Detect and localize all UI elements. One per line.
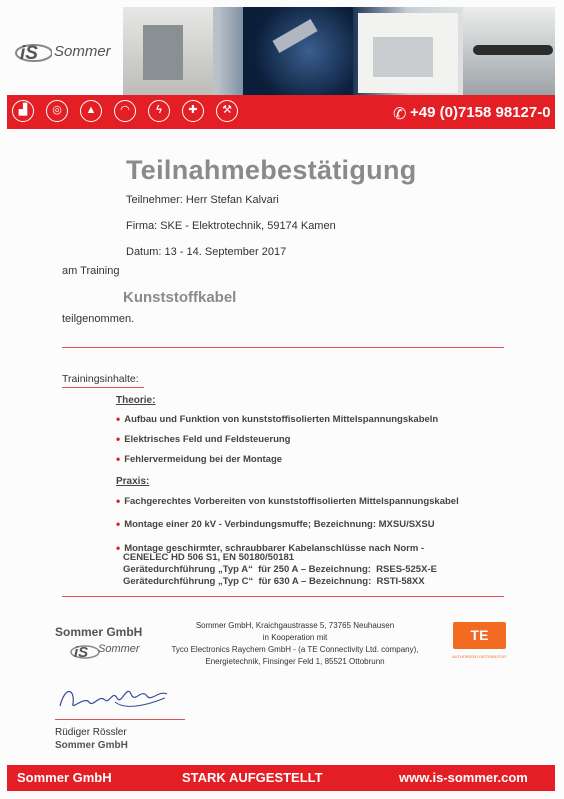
wrench-icon: ⚒ (216, 100, 238, 122)
address-line: in Kooperation mit (262, 633, 328, 642)
signature-line (55, 719, 185, 720)
logo-text: Sommer (98, 643, 140, 655)
date-line: Datum: 13 - 14. September 2017 (126, 246, 287, 258)
service-icons (12, 100, 238, 124)
speedometer-icon: ◠ (114, 100, 136, 122)
header-banner-image (123, 7, 555, 95)
logo-text: Sommer (54, 43, 111, 60)
divider (62, 596, 504, 597)
phone-icon: ✆ (393, 106, 407, 123)
list-item: • Montage geschirmter, schraubbarer Kabelanschlüsse nach Norm - (116, 541, 425, 555)
lightning-icon: ϟ (148, 100, 170, 122)
svg-text:iS: iS (74, 644, 89, 660)
signature (55, 676, 175, 716)
list-item: • Fachgerechtes Vorbereiten von kunststoffisolierten Mittelspannungskabel (116, 494, 459, 508)
company-label: Sommer GmbH (55, 625, 143, 639)
contents-label: Trainingsinhalte: (62, 373, 139, 385)
phone-number: +49 (0)7158 98127-0 (410, 104, 551, 121)
te-connectivity-logo: TE (453, 622, 506, 649)
cross-icon: ✚ (182, 100, 204, 122)
training-name: Kunststoffkabel (123, 289, 237, 306)
norm-line: CENELEC HD 506 S1, EN 50180/50181 (123, 552, 295, 563)
address-line: Energietechnik, Finsinger Feld 1, 85521 Ottobrunn (205, 657, 385, 666)
participant-line: Teilnehmer: Herr Stefan Kalvari (126, 194, 279, 206)
footer-red-bar (7, 765, 555, 791)
is-logo-mark-icon (70, 640, 100, 660)
practice-heading: Praxis: (116, 476, 150, 487)
contents-underline (62, 387, 144, 388)
completed-text: teilgenommen. (62, 313, 135, 325)
footer-website[interactable]: www.is-sommer.com (399, 770, 528, 785)
footer-slogan: STARK AUFGESTELLT (182, 770, 323, 785)
signer-name: Rüdiger Rössler (55, 727, 127, 738)
list-item: • Elektrisches Feld und Feldsteuerung (116, 432, 291, 446)
signer-company: Sommer GmbH (55, 740, 128, 751)
address-block (150, 620, 440, 668)
svg-text:iS: iS (20, 43, 38, 64)
list-item: • Aufbau und Funktion von kunststoffisolierten Mittelspannungskabeln (116, 412, 439, 426)
target-icon: ◎ (46, 100, 68, 122)
chart-icon: ▟ (12, 100, 34, 122)
bushing-type-c-line: Gerätedurchführung „Typ C“ für 630 A – Bezeichnung: RSTI-58XX (123, 576, 425, 587)
training-intro: am Training (62, 265, 120, 277)
is-logo-mark-icon (14, 38, 52, 64)
te-tagline: AUTHORIZED DISTRIBUTOR (452, 654, 507, 659)
rocket-icon: ▲ (80, 100, 102, 122)
theory-heading: Theorie: (116, 395, 156, 406)
divider (62, 347, 504, 348)
list-item: • Fehlervermeidung bei der Montage (116, 452, 283, 466)
company-line: Firma: SKE - Elektrotechnik, 59174 Kamen (126, 220, 336, 232)
footer-company: Sommer GmbH (17, 770, 112, 785)
is-sommer-logo (14, 38, 124, 66)
bushing-type-a-line: Gerätedurchführung „Typ A“ für 250 A – Bezeichnung: RSES-525X-E (123, 564, 437, 575)
address-line: Tyco Electronics Raychem GmbH - (a TE Connectivity Ltd. company), (171, 645, 419, 654)
certificate-title: Teilnahmebestätigung (126, 155, 417, 185)
list-item: • Montage einer 20 kV - Verbindungsmuffe; Bezeichnung: MXSU/SXSU (116, 517, 435, 531)
address-line: Sommer GmbH, Kraichgaustrasse 5, 73765 Neuhausen (195, 621, 395, 630)
